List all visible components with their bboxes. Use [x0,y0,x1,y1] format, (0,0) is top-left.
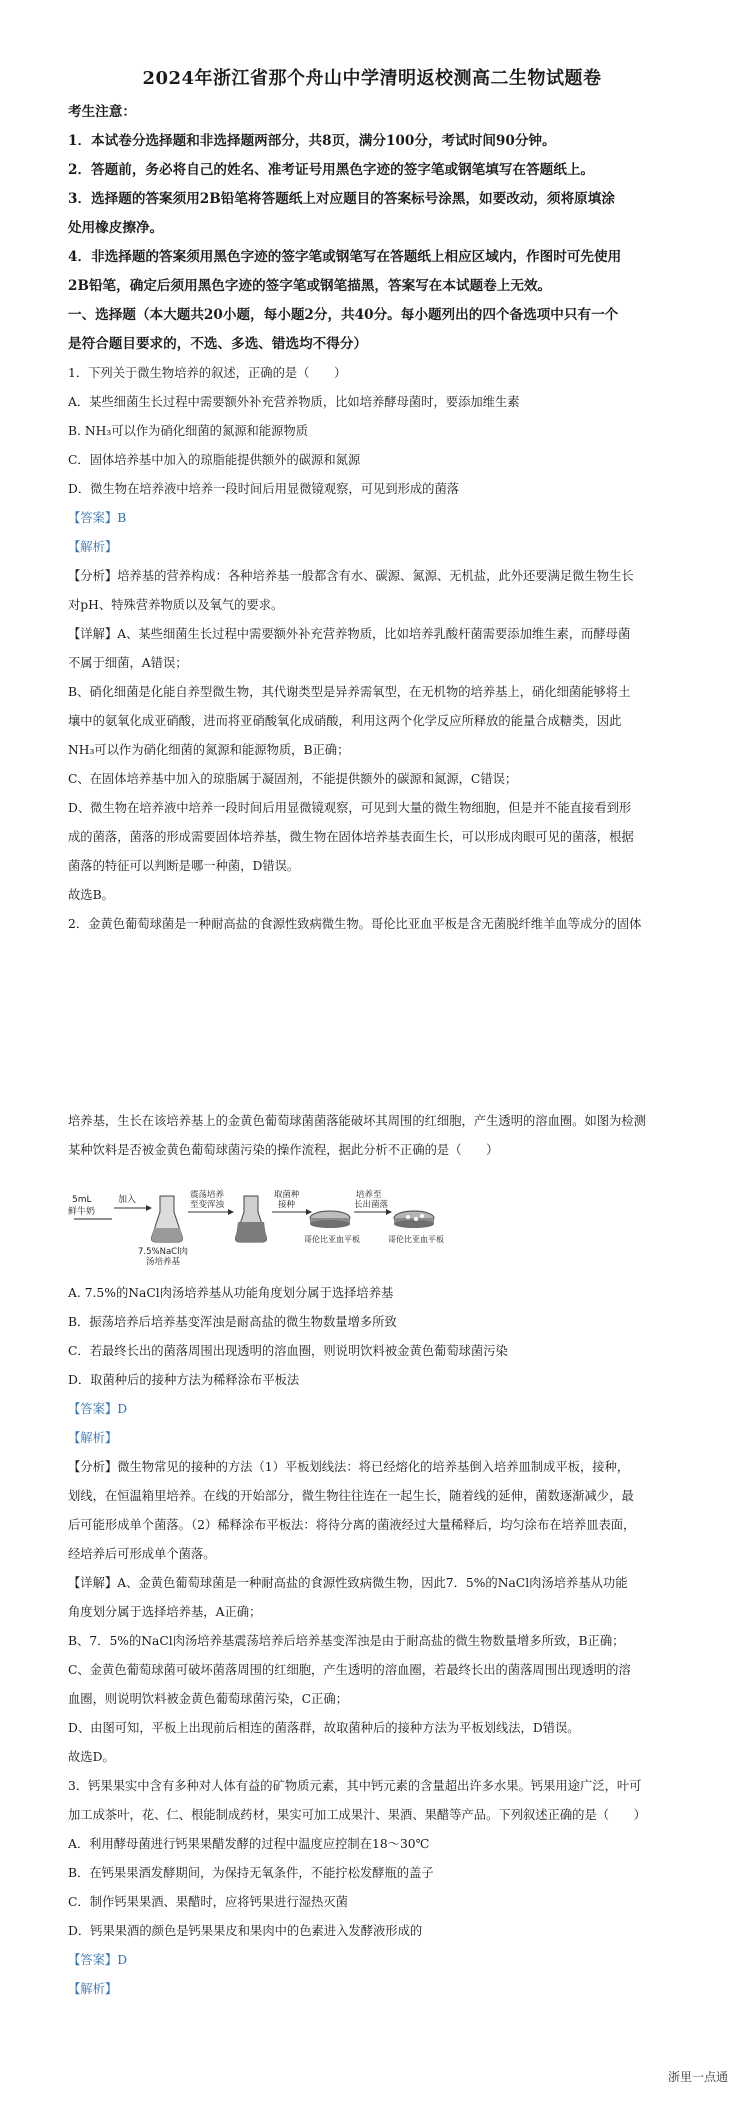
explain-line: 不属于细菌，A错误； [68,656,188,670]
answer-label: 【答案】D [68,1402,128,1416]
explain-line: 后可能形成单个菌落。（2）稀释涂布平板法：将待分离的菌液经过大量稀释后，均匀涂布在培养皿表面， [68,1518,636,1532]
option-d: D．微生物在培养液中培养一段时间后用显微镜观察，可见到形成的菌落 [68,482,460,496]
milk-label: 5mL [72,1195,92,1205]
question-stem: 加工成茶叶，花、仁、根能制成药材，果实可加工成果汁、果酒、果醋等产品。下列叙述正确的是（ ） [68,1808,646,1822]
option-a: A．利用酵母菌进行钙果果醋发酵的过程中温度应控制在18～30℃ [68,1837,430,1851]
option-d: D．取菌种后的接种方法为稀释涂布平板法 [68,1373,300,1387]
explain-line: B、7．5%的NaCl肉汤培养基震荡培养后培养基变浑浊是由于耐高盐的微生物数量增多所致，B正确； [68,1634,625,1648]
explain-line: C、金黄色葡萄球菌可破坏菌落周围的红细胞，产生透明的溶血圈，若最终长出的菌落周围出现透明的溶 [68,1663,631,1677]
analysis-label: 【解析】 [68,540,118,554]
arrow-head [146,1205,152,1211]
explain-line: 【详解】A、金黄色葡萄球菌是一种耐高盐的食源性致病微生物，因此7．5%的NaCl肉汤培养基从功能 [68,1576,628,1590]
colony-mark [420,1214,424,1218]
explain-line: C、在固体培养基中加入的琼脂属于凝固剂，不能提供额外的碳源和氮源，C错误； [68,772,518,786]
shake-label: 震荡培养 [190,1190,225,1200]
notice-item: 3．选择题的答案须用2B铅笔将答题纸上对应题目的答案标号涂黑，如要改动，须将原填涂 [68,191,615,207]
experiment-flow-diagram [68,1188,460,1266]
explain-line: 划线，在恒温箱里培养。在线的开始部分，微生物往往连在一起生长，随着线的延伸，菌数逐渐减少，最 [68,1489,634,1503]
explain-line: 【分析】培养基的营养构成：各种培养基一般都含有水、碳源、氮源、无机盐，此外还要满足微生物生长 [68,569,634,583]
colony-mark [414,1217,418,1221]
colony-mark [406,1215,410,1219]
plate-label: 哥伦比亚血平板 [304,1235,360,1244]
explain-line: 【分析】微生物常见的接种的方法（1）平板划线法：将已经熔化的培养基倒入培养皿制成平板，接种， [68,1460,630,1474]
explain-line: 故选D。 [68,1750,115,1764]
page-title: 2024年浙江省那个舟山中学清明返校测高二生物试题卷 [142,68,602,89]
notice-item: 2．答题前，务必将自己的姓名、准考证号用黑色字迹的签字笔或钢笔填写在答题纸上。 [68,162,595,178]
explain-line: 对pH、特殊营养物质以及氧气的要求。 [68,598,284,612]
explain-line: 角度划分属于选择培养基，A正确； [68,1605,262,1619]
answer-label: 【答案】D [68,1953,128,1967]
footer-brand: 浙里一点通 [667,2070,728,2084]
explain-line: 【详解】A、某些细菌生长过程中需要额外补充营养物质，比如培养乳酸杆菌需要添加维生素，而酵母菌 [68,627,631,641]
section-heading: 一、选择题（本大题共20小题，每小题2分，共40分。每小题列出的四个备选项中只有一个 [68,307,619,323]
plate-label: 哥伦比亚血平板 [388,1235,444,1244]
explain-line: D、由图可知，平板上出现前后相连的菌落群，故取菌种后的接种方法为平板划线法，D错误。 [68,1721,580,1735]
explain-line: D、微生物在培养液中培养一段时间后用显微镜观察，可见到大量的微生物细胞，但是并不能直接看到形 [68,801,632,815]
question-stem: 2．金黄色葡萄球菌是一种耐高盐的食源性致病微生物。哥伦比亚血平板是含无菌脱纤维羊血等成分的固体 [68,917,642,931]
explain-line: 成的菌落，菌落的形成需要固体培养基，微生物在固体培养基表面生长，可以形成肉眼可见的菌落，根据 [68,830,634,844]
explain-line: NH₃可以作为硝化细菌的氮源和能源物质，B正确； [68,743,350,757]
inoculate-label: 接种 [278,1200,296,1210]
petri-dish-base [310,1220,350,1228]
analysis-label: 【解析】 [68,1431,118,1445]
option-c: C．若最终长出的菌落周围出现透明的溶血圈，则说明饮料被金黄色葡萄球菌污染 [68,1344,508,1358]
milk-label: 鲜牛奶 [68,1207,96,1217]
question-stem: 某种饮料是否被金黄色葡萄球菌污染的操作流程，据此分析不正确的是（ ） [68,1143,499,1157]
analysis-label: 【解析】 [68,1982,118,1996]
explain-line: B、硝化细菌是化能自养型微生物，其代谢类型是异养需氧型，在无机物的培养基上，硝化细菌能够将土 [68,685,631,699]
option-b: B. NH₃可以作为硝化细菌的氮源和能源物质 [68,424,309,438]
section-heading: 是符合题目要求的，不选、多选、错选均不得分） [68,336,368,352]
option-c: C．制作钙果果酒、果醋时，应将钙果进行湿热灭菌 [68,1895,348,1909]
explain-line: 故选B。 [68,888,114,902]
arrow-head [386,1209,392,1215]
notice-item: 4．非选择题的答案须用黑色字迹的签字笔或钢笔写在答题纸上相应区域内，作图时可先使用 [68,249,622,265]
answer-label: 【答案】B [68,511,127,525]
question-stem: 3．钙果果实中含有多种对人体有益的矿物质元素，其中钙元素的含量超出许多水果。钙果用途广泛，叶可 [68,1779,642,1793]
broth-label: 7.5%NaCl肉 [138,1247,188,1257]
notice-item: 2B铅笔，确定后须用黑色字迹的签字笔或钢笔描黑，答案写在本试题卷上无效。 [68,278,552,294]
broth-label: 汤培养基 [146,1257,181,1266]
option-c: C．固体培养基中加入的琼脂能提供额外的碳源和氮源 [68,453,361,467]
option-b: B．在钙果果酒发酵期间，为保持无氧条件，不能拧松发酵瓶的盖子 [68,1866,434,1880]
shake-label: 至变浑浊 [190,1200,225,1210]
notice-item: 1．本试卷分选择题和非选择题两部分，共8页，满分100分，考试时间90分钟。 [68,133,556,149]
notice-item: 处用橡皮擦净。 [68,220,164,236]
explain-line: 经培养后可形成单个菌落。 [68,1547,216,1561]
culture-label: 长出菌落 [354,1200,389,1210]
explain-line: 血圈，则说明饮料被金黄色葡萄球菌污染，C正确； [68,1692,348,1706]
option-d: D．钙果果酒的颜色是钙果果皮和果肉中的色素进入发酵液形成的 [68,1924,423,1938]
culture-label: 培养至 [356,1190,382,1200]
option-a: A. 7.5%的NaCl肉汤培养基从功能角度划分属于选择培养基 [68,1286,394,1300]
inoculate-label: 取菌种 [274,1190,300,1200]
arrow-head [228,1209,234,1215]
flask-liquid [236,1222,267,1242]
notice-heading: 考生注意： [68,104,136,120]
flask-liquid [152,1228,183,1242]
option-a: A．某些细菌生长过程中需要额外补充营养物质，比如培养酵母菌时，要添加维生素 [68,395,520,409]
question-stem: 培养基，生长在该培养基上的金黄色葡萄球菌菌落能破坏其周围的红细胞，产生透明的溶血圈。如图为检测 [68,1114,646,1128]
petri-dish-base [394,1220,434,1228]
explain-line: 菌落的特征可以判断是哪一种菌，D错误。 [68,859,300,873]
explain-line: 壤中的氨氧化成亚硝酸，进而将亚硝酸氧化成硝酸，利用这两个化学反应所释放的能量合成糖类，因此 [68,714,622,728]
arrow-head [306,1209,312,1215]
option-b: B．振荡培养后培养基变浑浊是耐高盐的微生物数量增多所致 [68,1315,397,1329]
question-stem: 1．下列关于微生物培养的叙述，正确的是（ ） [68,366,347,380]
add-label: 加入 [118,1195,137,1205]
